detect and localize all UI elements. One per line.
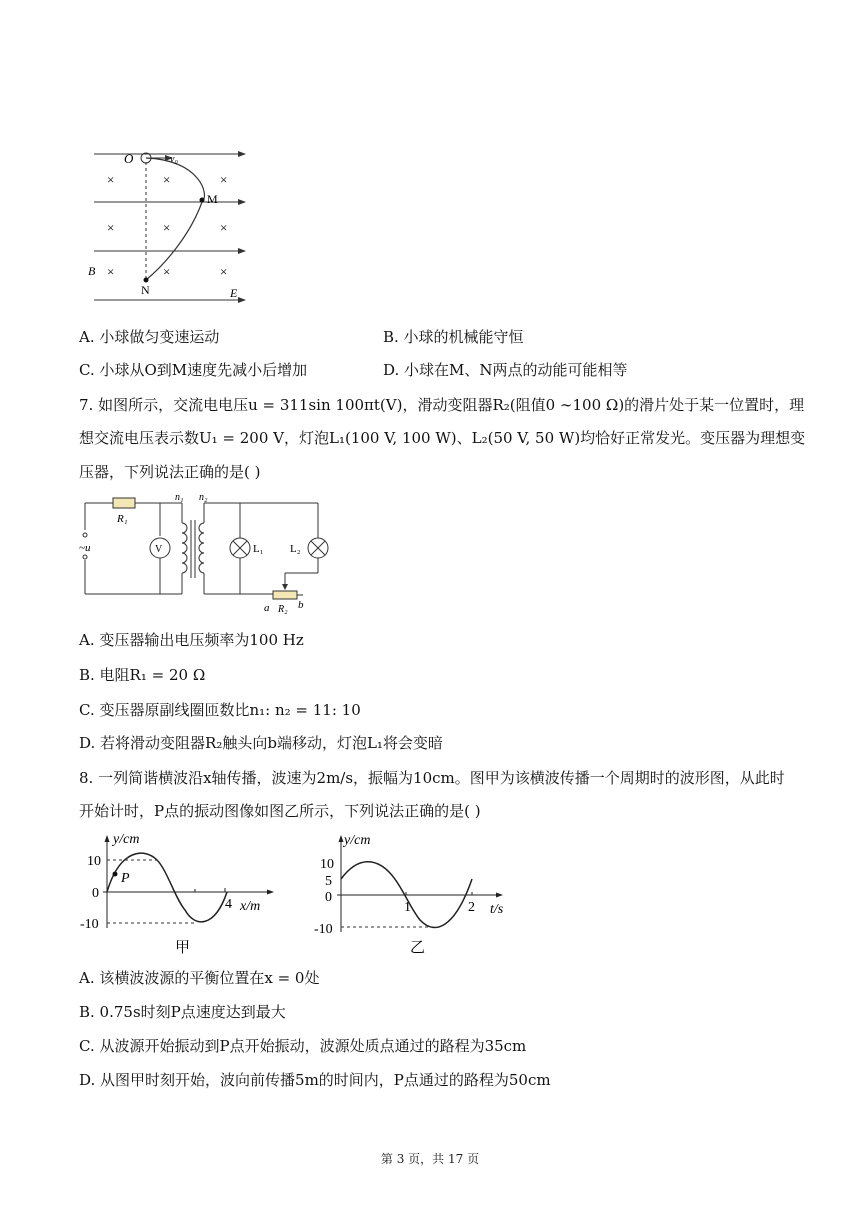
tick-0: 0	[325, 890, 332, 905]
label-N: N	[141, 283, 150, 297]
label-B: B	[88, 264, 96, 278]
xlabel: t/s	[490, 902, 504, 917]
q6-option-d: D. 小球在M、N两点的动能可能相等	[383, 361, 628, 379]
q8-option-d: D. 从图甲时刻开始，波向前传播5m的时间内，P点通过的路程为50cm	[79, 1071, 551, 1089]
cross-mark: ×	[220, 220, 228, 235]
q7-option-d: D. 若将滑动变阻器R₂触头向b端移动，灯泡L₁将会变暗	[79, 734, 443, 752]
point-M	[200, 198, 205, 203]
caption-jia: 甲	[175, 940, 191, 956]
tick-10: 10	[320, 857, 334, 872]
q6-option-c: C. 小球从O到M速度先减小后增加	[79, 361, 308, 379]
page-footer: 第 3 页，共 17 页	[380, 1152, 480, 1166]
label-v0: v₀	[170, 154, 178, 165]
q8-option-b: B. 0.75s时刻P点速度达到最大	[79, 1003, 286, 1021]
cross-mark: ×	[220, 172, 228, 187]
cross-mark: ×	[163, 220, 171, 235]
q7-option-b: B. 电阻R₁ = 20 Ω	[79, 666, 206, 684]
label-M: M	[207, 192, 218, 206]
ylabel: y/cm	[344, 833, 371, 848]
q6-option-a: A. 小球做匀变速运动	[79, 328, 220, 346]
cross-mark: ×	[163, 172, 171, 187]
xlabel: x/m	[240, 899, 261, 914]
label-R2: R₂	[278, 604, 288, 615]
waveform	[107, 853, 227, 922]
q7-option-a: A. 变压器输出电压频率为100 Hz	[79, 631, 304, 649]
tick-minus-10: -10	[314, 922, 333, 937]
label-O: O	[124, 151, 134, 166]
label-source: ~u	[79, 542, 91, 554]
label-L1: L₁	[253, 543, 264, 555]
tick-10: 10	[87, 854, 101, 869]
transformer-circuit	[75, 490, 345, 615]
rheostat-R2	[273, 591, 297, 599]
point-N	[144, 278, 149, 283]
point-P	[113, 872, 118, 877]
label-R1: R₁	[117, 513, 128, 525]
label-b: b	[298, 599, 304, 611]
q8-stem-line1: 8. 一列简谐横波沿x轴传播，波速为2m/s，振幅为10cm。图甲为该横波传播一个周期时的波形图，从此时	[79, 769, 785, 787]
tick-minus-10: -10	[80, 917, 99, 932]
q8-option-a: A. 该横波波源的平衡位置在x = 0处	[79, 969, 320, 987]
tick-0: 0	[92, 886, 99, 901]
q7-stem-line3: 压器，下列说法正确的是( )	[79, 463, 261, 481]
tick-2: 2	[468, 900, 475, 915]
cross-mark: ×	[163, 264, 171, 279]
tick-5: 5	[325, 874, 332, 889]
q6-option-b: B. 小球的机械能守恒	[383, 328, 524, 346]
terminal	[83, 533, 87, 537]
ylabel: y/cm	[113, 832, 140, 847]
cross-mark: ×	[107, 220, 115, 235]
resistor-R1	[113, 498, 135, 508]
cross-mark: ×	[107, 264, 115, 279]
q7-option-c: C. 变压器原副线圈匝数比n₁: n₂ = 11: 10	[79, 701, 361, 719]
tick-4: 4	[225, 897, 232, 912]
label-n2: n₂	[199, 492, 208, 503]
label-a: a	[264, 602, 270, 614]
q7-stem-line1: 7. 如图所示，交流电电压u = 311sin 100πt(V)，滑动变阻器R₂(阻值0 ∼100 Ω)的滑片处于某一位置时，理	[79, 396, 805, 414]
vibration-graph-yi	[310, 828, 515, 958]
cross-mark: ×	[107, 172, 115, 187]
label-n1: n₁	[175, 492, 184, 503]
label-E: E	[230, 286, 238, 300]
label-L2: L₂	[290, 543, 301, 555]
q8-stem-line2: 开始计时，P点的振动图像如图乙所示，下列说法正确的是( )	[79, 802, 481, 820]
trajectory	[146, 158, 204, 280]
label-voltmeter: V	[155, 544, 163, 555]
label-P: P	[121, 871, 130, 886]
wave-graph-jia	[75, 828, 290, 958]
field-diagram	[80, 140, 255, 310]
terminal	[83, 555, 87, 559]
q8-option-c: C. 从波源开始振动到P点开始振动，波源处质点通过的路程为35cm	[79, 1037, 527, 1055]
tick-1: 1	[404, 900, 411, 915]
q7-stem-line2: 想交流电压表示数U₁ = 200 V，灯泡L₁(100 V, 100 W)、L₂(50 V, 50 W)均恰好正常发光。变压器为理想变	[79, 429, 806, 447]
caption-yi: 乙	[410, 940, 426, 956]
cross-mark: ×	[220, 264, 228, 279]
